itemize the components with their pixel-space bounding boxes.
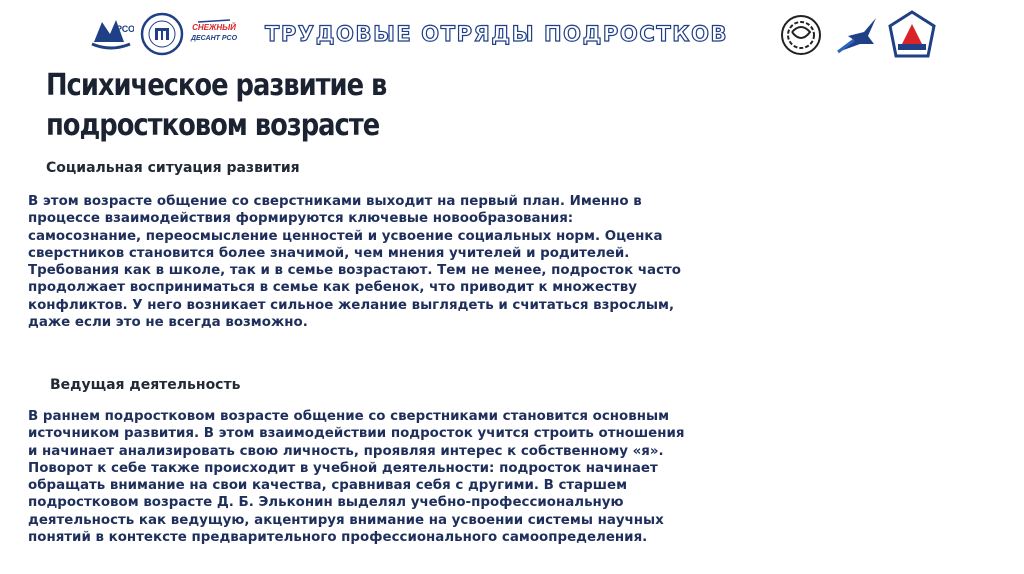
paragraph-line: понятий в контексте предварительного профессионального самоопределения. — [28, 530, 648, 546]
paragraph-line: Требования как в школе, так и в семье возрастают. Тем не менее, подросток часто — [28, 263, 681, 279]
rso-logo-text: РСО — [116, 24, 134, 34]
page-title-line: подростковом возрасте — [46, 108, 380, 143]
section-heading-social-situation: Социальная ситуация развития — [46, 160, 300, 176]
section-paragraph-social-situation — [28, 193, 858, 331]
header-logo-strip — [0, 0, 1024, 68]
paragraph-line: сверстников становится более значимой, чем мнения учителей и родителей. — [28, 245, 630, 261]
paragraph-line: процессе взаимодействия формируются ключевые новообразования: — [28, 211, 574, 227]
svg-text:ДЕСАНТ РСО: ДЕСАНТ РСО — [190, 35, 238, 42]
svg-text:СНЕЖНЫЙ: СНЕЖНЫЙ — [192, 23, 236, 32]
section-heading-leading-activity: Ведущая деятельность — [50, 377, 241, 393]
trudovye-otryady-logo — [140, 12, 184, 56]
paragraph-line: В раннем подростковом возрасте общение со сверстниками становится основным — [28, 409, 670, 424]
page-title — [46, 66, 407, 146]
paragraph-line: и начинает анализировать свою личность, проявляя интерес к собственному «я». — [28, 443, 664, 459]
paragraph-line: В этом возрасте общение со сверстниками выходит на первый план. Именно в — [28, 194, 642, 209]
page-title-line: Психическое развитие в — [46, 68, 387, 103]
banner-title: ТРУДОВЫЕ ОТРЯДЫ ПОДРОСТКОВ — [265, 22, 729, 46]
paragraph-line: обращать внимание на свои качества, сравнивая себя с другими. В старшем — [28, 478, 628, 494]
paragraph-line: даже если это не всегда возможно. — [28, 315, 308, 331]
paragraph-line: источником развития. В этом взаимодействии подросток учится строить отношения — [28, 426, 685, 442]
section-paragraph-leading-activity — [28, 408, 858, 546]
paragraph-line: Поворот к себе также происходит в учебной деятельности: подросток начинает — [28, 460, 658, 476]
paragraph-line: самосознание, переосмысление ценностей и усвоение социальных норм. Оценка — [28, 228, 663, 244]
round-emblem-logo — [780, 14, 822, 56]
pentagon-logo — [888, 10, 936, 60]
paragraph-line: продолжает восприниматься в семье как ребенок, что приводит к множеству — [28, 280, 637, 296]
paragraph-line: подростковом возрасте Д. Б. Эльконин выделял учебно-профессиональную — [28, 495, 624, 511]
rso-logo — [88, 12, 134, 54]
paragraph-line: деятельность как ведущую, акцентируя внимание на усвоении системы научных — [28, 512, 664, 528]
star-logo — [834, 14, 880, 56]
paragraph-line: конфликтов. У него возникает сильное желание выглядеть и считаться взрослым, — [28, 297, 675, 313]
snezhny-desant-logo — [190, 16, 238, 52]
